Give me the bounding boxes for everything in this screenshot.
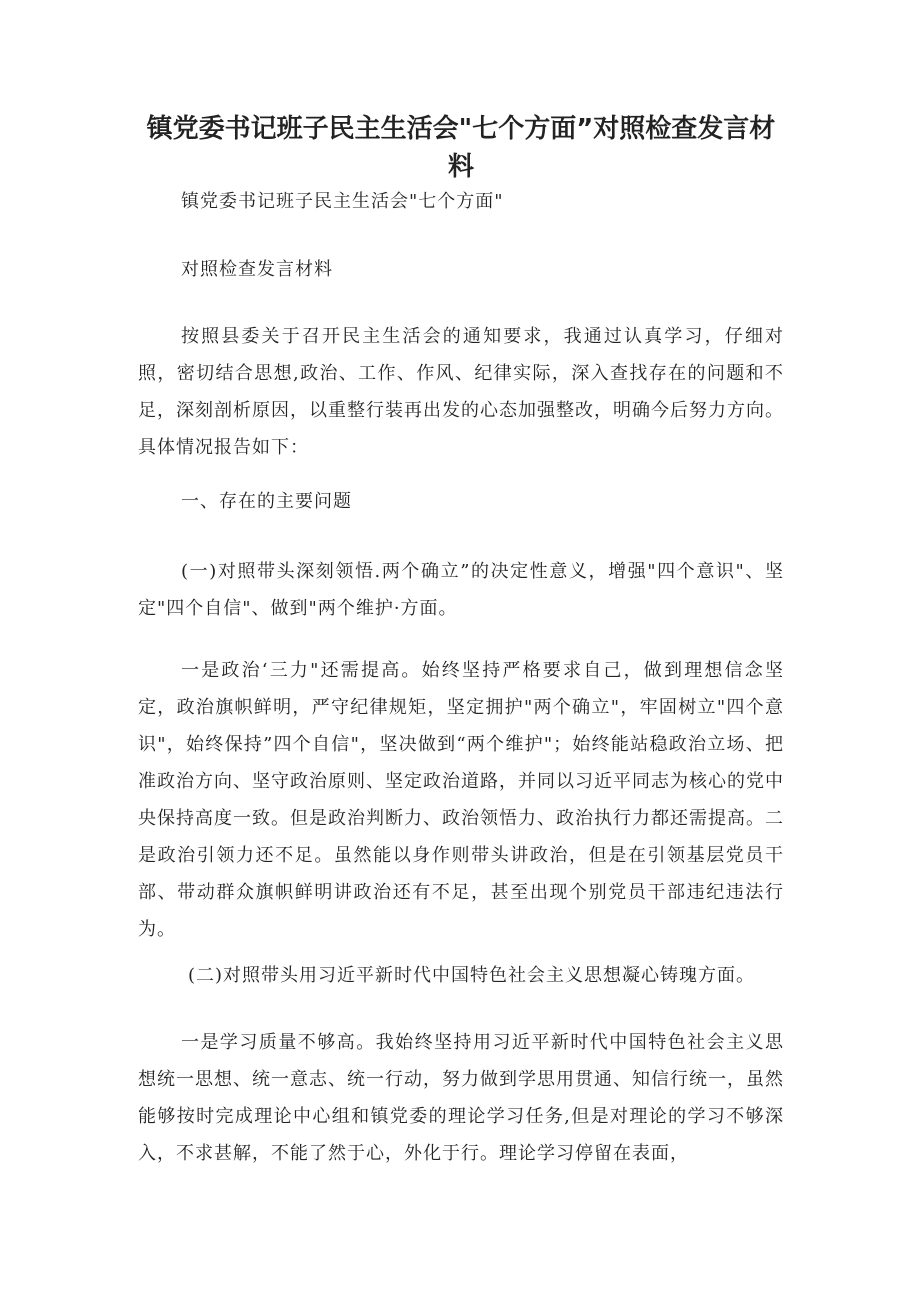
item-2-heading: (二)对照带头用习近平新时代中国特色社会主义思想凝心铸瑰方面。 — [188, 965, 756, 986]
subtitle-line-2: 对照检查发言材料 — [181, 259, 333, 280]
item-2-body: 一是学习质量不够高。我始终坚持用习近平新时代中国特色社会主义思想统一思想、统一意志、统一行动，努力做到学思用贯通、知信行统一，虽然能够按时完成理论中心组和镇党委的理论学习任务,但是对理论的学习不够深入，不求甚解，不能了然于心，外化于行。理论学习停留在表面， — [138, 1032, 784, 1164]
document-title: 镇党委书记班子民主生活会"七个方面”对照检查发言材料 — [146, 114, 776, 182]
item-1-heading: (一)对照带头深刻领悟.两个确立”的决定性意义，增强"四个意识"、坚定"四个自信"、做到"两个维护·方面。 — [138, 561, 784, 619]
subtitle-line-1: 镇党委书记班子民主生活会"七个方面" — [181, 191, 504, 212]
intro-paragraph: 按照县委关于召开民主生活会的通知要求，我通过认真学习，仔细对照，密切结合思想,政治、工作、作风、纪律实际，深入查找存在的问题和不足，深刻剖析原因，以重整行装再出发的心态加强整改，明确今后努力方向。具体情况报告如下： — [138, 326, 784, 458]
item-1-body: 一是政治‘三力"还需提高。始终坚持严格要求自己，做到理想信念坚定，政治旗帜鲜明，严守纪律规矩，坚定拥护"两个确立"，牢固树立"四个意识"，始终保持”四个自信"，坚决做到“两个维护"；始终能站稳政治立场、把准政治方向、坚守政治原则、坚定政治道路，并同以习近平同志为核心的党中央保持高度一致。但是政治判断力、政治领悟力、政治执行力都还需提高。二是政治引领力还不足。虽然能以身作则带头讲政治，但是在引领基层党员干部、带动群众旗帜鲜明讲政治还有不足，甚至出现个别党员干部违纪违法行为。 — [138, 660, 784, 940]
section-heading: 一、存在的主要问题 — [181, 491, 352, 512]
